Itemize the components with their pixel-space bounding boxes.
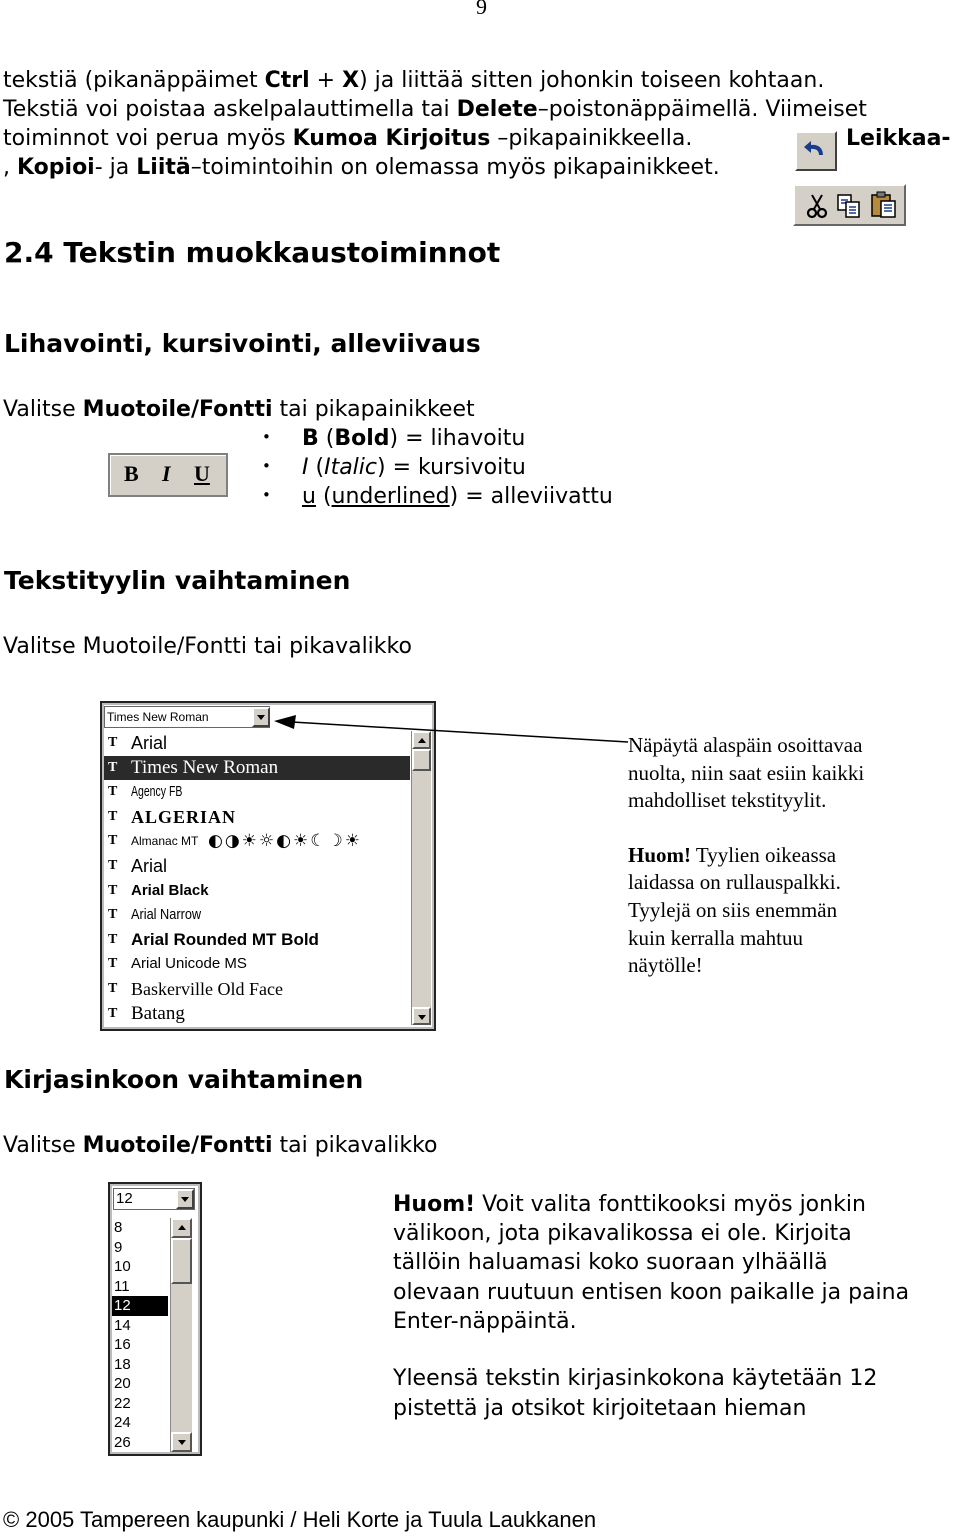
truetype-icon: T — [108, 931, 118, 947]
font-item-arial-2[interactable] — [104, 854, 410, 879]
intro-line-3 — [3, 124, 692, 153]
note-line: välikoon, jota pikavalikossa ei ole. Kirjoita — [393, 1221, 852, 1247]
callout-arrow — [262, 712, 632, 748]
note-line: Yleensä tekstin kirjasinkokona käytetään 12 — [393, 1366, 878, 1391]
truetype-icon: T — [108, 735, 118, 750]
note-line: Voit valita fonttikooksi myös jonkin — [475, 1192, 866, 1217]
letter: u — [302, 484, 316, 509]
truetype-icon: T — [108, 981, 118, 996]
copyright-icon: © — [3, 1507, 20, 1532]
format-toolbar — [108, 453, 228, 497]
note-line: Enter-näppäintä. — [393, 1308, 577, 1334]
size-item[interactable]: 14 — [114, 1316, 131, 1334]
size-item[interactable]: 11 — [114, 1277, 130, 1295]
text: - ja — [94, 155, 137, 180]
truetype-icon: T — [108, 882, 118, 898]
size-section-heading: Kirjasinkoon vaihtaminen — [4, 1065, 364, 1094]
scroll-thumb[interactable] — [412, 749, 431, 771]
almanac-symbols: ◐◑☀☼◐☀☾☽☀ — [208, 831, 362, 852]
scroll-down-button[interactable] — [412, 1007, 431, 1025]
intro-line-2 — [3, 95, 867, 124]
bold-section-instruction — [3, 395, 475, 424]
truetype-icon: T — [108, 833, 118, 849]
text: toiminnot voi perua myös — [3, 126, 293, 151]
cut-icon[interactable] — [803, 192, 831, 220]
font-name: Agency FB — [131, 783, 183, 801]
font-name: ALGERIAN — [131, 806, 237, 827]
keyword-kopioi: Kopioi — [17, 155, 95, 180]
size-note — [393, 1190, 909, 1336]
text: ( — [308, 455, 325, 480]
section-title: 2.4 Tekstin muokkaustoiminnot — [4, 236, 501, 269]
size-item[interactable]: 26 — [114, 1433, 131, 1451]
font-name: Baskerville Old Face — [131, 979, 283, 999]
font-name: Batang — [131, 1002, 185, 1024]
bold-button[interactable]: B — [124, 461, 139, 486]
note-line: näytölle! — [628, 953, 703, 978]
size-item-selected[interactable]: 12 — [112, 1296, 168, 1316]
text: –pikapainikkeella. — [490, 126, 693, 151]
font-name: Arial — [131, 856, 168, 876]
font-list — [104, 731, 410, 1025]
text: –toimintoihin on olemassa myös pikapainikkeet. — [190, 155, 720, 180]
note-line: laidassa on rullauspalkki. — [628, 870, 841, 895]
underline-button[interactable]: U — [194, 461, 210, 486]
style-note — [628, 732, 864, 980]
intro-line-1 — [3, 66, 824, 95]
chevron-down-icon — [414, 1010, 430, 1024]
truetype-icon: T — [108, 956, 118, 972]
note-line: kuin kerralla mahtuu — [628, 925, 803, 950]
text: ( — [318, 426, 335, 451]
page-number: 9 — [476, 0, 487, 19]
note-line: Tyylejä on siis enemmän — [628, 897, 838, 922]
menu-path: Muotoile/Fontti — [82, 1133, 273, 1158]
footer — [3, 1506, 596, 1534]
size-item[interactable]: 10 — [114, 1258, 131, 1275]
bold-section-heading: Lihavointi, kursivointi, alleviivaus — [4, 329, 481, 358]
font-select-box[interactable]: Times New Roman — [104, 706, 270, 728]
italic-button[interactable]: I — [162, 461, 171, 486]
text: ) = kursivoitu — [377, 455, 526, 480]
size-item[interactable]: 8 — [114, 1219, 123, 1236]
truetype-icon: T — [108, 858, 118, 873]
undo-button[interactable] — [795, 131, 837, 171]
font-name: Arial Narrow — [131, 906, 202, 924]
menu-path: Muotoile/Fontti — [82, 397, 273, 422]
font-name: Almanac MT — [131, 834, 199, 849]
intro-leikkaa — [846, 124, 951, 153]
size-section-instruction — [3, 1131, 438, 1160]
font-item-batang[interactable] — [104, 1002, 410, 1027]
font-list-scrollbar[interactable] — [411, 731, 431, 1025]
size-item[interactable]: 16 — [114, 1336, 131, 1353]
size-dropdown-button[interactable] — [176, 1189, 194, 1209]
intro-line-4 — [3, 153, 720, 182]
text: Valitse — [3, 397, 83, 422]
note-line: Näpäytä alaspäin osoittavaa — [628, 733, 863, 757]
text: , — [3, 155, 17, 180]
keyword-delete: Delete — [456, 97, 538, 122]
text: ) = lihavoitu — [389, 426, 526, 451]
truetype-icon: T — [108, 784, 118, 800]
note-line: nuolta, niin saat esiin kaikki — [628, 760, 865, 785]
text: ) ja liittää sitten johonkin toiseen kohtaan. — [359, 68, 825, 93]
text: tai pikapainikkeet — [272, 397, 475, 422]
note-line: tällöin haluamasi koko suoraan ylhäällä — [393, 1250, 828, 1276]
text: + — [309, 68, 343, 93]
text: Tekstiä voi poistaa askelpalauttimella tai — [3, 97, 457, 122]
huom-label: Huom! — [628, 842, 691, 867]
chevron-up-icon — [173, 1220, 191, 1236]
copy-icon[interactable] — [835, 192, 863, 220]
size-select-box[interactable]: 12 — [113, 1188, 195, 1210]
text: tekstiä (pikanäppäimet — [3, 68, 265, 93]
text: –poistonäppäimellä. Viimeiset — [537, 97, 867, 122]
word: underlined — [331, 484, 450, 509]
size-item[interactable]: 18 — [114, 1355, 131, 1373]
font-item-baskerville[interactable] — [104, 977, 410, 1002]
size-item[interactable]: 9 — [114, 1238, 123, 1256]
letter: I — [302, 455, 309, 480]
size-item[interactable]: 24 — [114, 1414, 131, 1431]
chevron-down-icon — [178, 1191, 192, 1207]
scroll-down-button[interactable] — [171, 1432, 192, 1452]
text: tai pikavalikko — [272, 1133, 438, 1158]
size-item[interactable]: 22 — [114, 1394, 131, 1412]
text: ( — [315, 484, 332, 509]
truetype-icon: T — [108, 1005, 118, 1021]
keyword-ctrl: Ctrl — [264, 68, 310, 93]
huom-label: Huom! — [393, 1192, 476, 1217]
style-section-instruction: Valitse Muotoile/Fontti tai pikavalikko — [3, 634, 412, 659]
font-item-almanac-mt[interactable] — [104, 829, 410, 854]
text: ) = alleviivattu — [449, 484, 613, 509]
font-item-arial-unicode[interactable] — [104, 952, 410, 977]
note-line: mahdolliset tekstityylit. — [628, 788, 827, 813]
font-item-arial-black[interactable] — [104, 879, 410, 904]
note-line: olevaan ruutuun entisen koon paikalle ja paina — [393, 1279, 910, 1305]
clipboard-toolbar — [793, 184, 906, 226]
keyword-liita: Liitä — [136, 155, 191, 180]
font-name: Arial Black — [131, 881, 209, 899]
letter: B — [302, 426, 319, 451]
font-name: Arial — [131, 733, 168, 753]
bullet-dot: • — [262, 428, 271, 446]
keyword-x: X — [342, 68, 360, 93]
size-item[interactable]: 20 — [114, 1375, 131, 1392]
size-note-2 — [393, 1364, 877, 1423]
font-name: Arial Rounded MT Bold — [131, 929, 319, 949]
truetype-icon: T — [108, 907, 118, 923]
bullet-dot: • — [262, 457, 271, 475]
scroll-up-button[interactable] — [171, 1218, 192, 1238]
font-item-arial-narrow[interactable] — [104, 903, 410, 928]
font-item-times-new-roman[interactable] — [104, 756, 410, 781]
font-name: Times New Roman — [131, 756, 279, 778]
style-section-heading: Tekstityylin vaihtaminen — [4, 566, 351, 595]
truetype-icon: T — [108, 808, 118, 824]
keyword-kumoa: Kumoa Kirjoitus — [292, 126, 491, 151]
font-name: Arial Unicode MS — [131, 955, 247, 973]
size-list-scrollbar[interactable] — [170, 1218, 192, 1452]
font-item-agency-fb[interactable] — [104, 780, 410, 805]
truetype-icon: T — [108, 759, 118, 775]
size-list — [112, 1218, 168, 1452]
paste-icon[interactable] — [869, 190, 899, 220]
word: Bold — [334, 426, 390, 451]
footer-text: 2005 Tampereen kaupunki / Heli Korte ja Tuula Laukkanen — [25, 1507, 597, 1532]
text: Valitse — [3, 1133, 83, 1158]
undo-icon — [797, 133, 835, 169]
chevron-down-icon — [173, 1434, 191, 1450]
note-line: Tyylien oikeassa — [691, 842, 837, 867]
font-item-arial-rounded[interactable] — [104, 928, 410, 953]
note-line: pistettä ja otsikot kirjoitetaan hieman — [393, 1395, 807, 1421]
scroll-thumb[interactable] — [171, 1238, 192, 1284]
keyword-leikkaa: Leikkaa- — [846, 126, 951, 151]
bullet-dot: • — [262, 486, 271, 504]
word: Italic — [324, 455, 377, 480]
font-item-algerian[interactable] — [104, 805, 410, 830]
